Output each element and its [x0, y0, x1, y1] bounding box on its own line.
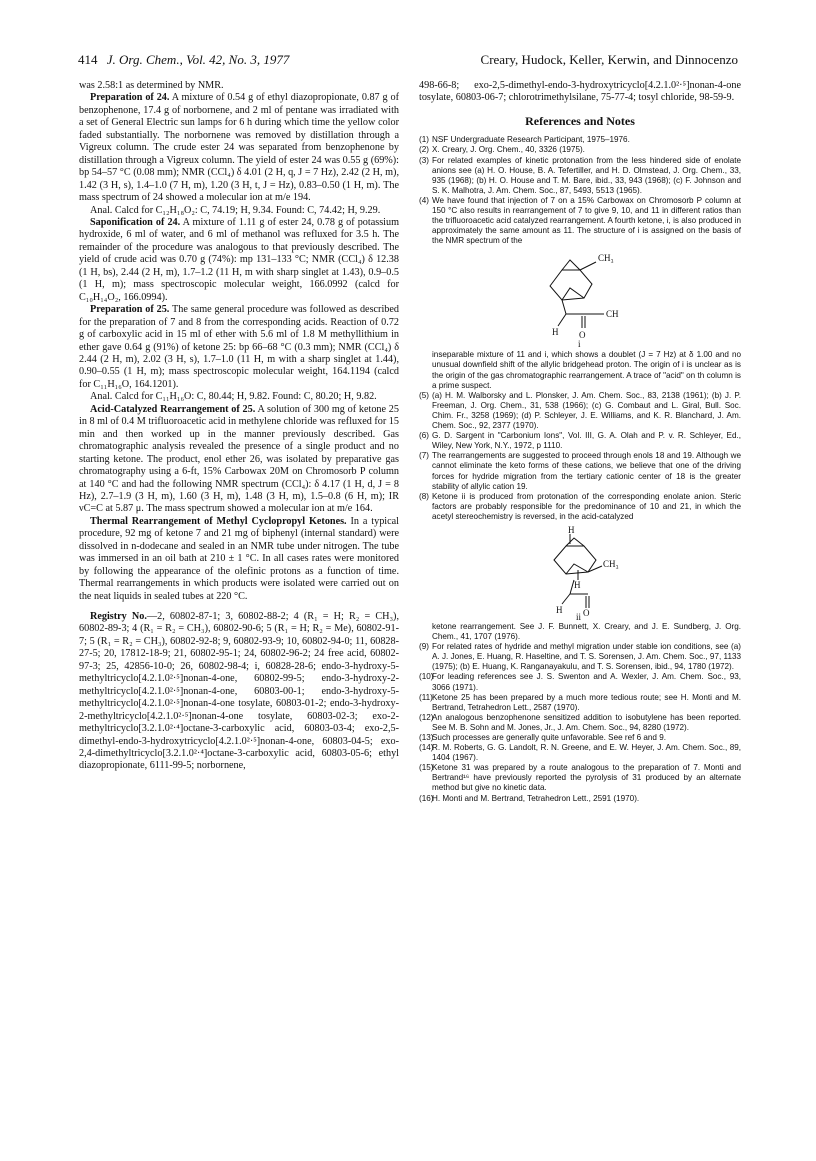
struct-label: i [578, 339, 581, 349]
paragraph: 498-66-8; exo-2,5-dimethyl-endo-3-hydroxytricyclo[4.2.1.0²·⁵]nonan-4-one tosylate, 60803-06-7; chlorotrimethylsilane, 75-77-4; tosyl chloride, 98-59-9. [419, 80, 741, 104]
note-text: X. Creary, J. Org. Chem., 40, 3326 (1975). [432, 145, 585, 155]
note-text: G. D. Sargent in "Carbonium Ions", Vol. III, G. A. Olah and P. v. R. Schleyer, Ed., Wiley, New York, N.Y., 1972, p 1110. [432, 431, 741, 451]
struct-label: CH₃ [598, 253, 614, 264]
note-number: (6) [419, 431, 429, 441]
struct-label: H [574, 579, 581, 590]
header-left [78, 52, 295, 68]
section-heading: Registry No. [90, 611, 147, 623]
note-item [419, 794, 741, 804]
paragraph-text: In a typical procedure, 92 mg of ketone 7 and 21 mg of biphenyl (internal standard) were dissolved in n-dodecane and sealed in an NMR tube under nitrogen. The tube was immersed in an oil bath at 210 ± 1 °C. In all cases rates were monitored by following the appearance of the olefinic protons as a function of time. Thermal rearrangements in which products were isolated were carried out on the neat liquids in sealed tubes at 220 °C. [79, 515, 399, 602]
note-number: (14) [419, 743, 434, 753]
note-item [419, 492, 741, 522]
left-column [79, 80, 399, 773]
note-number: (15) [419, 763, 434, 773]
right-column [419, 80, 741, 804]
note-item [419, 196, 741, 246]
paragraph: was 2.58:1 as determined by NMR. [79, 80, 224, 91]
paragraph [79, 404, 399, 516]
struct-label: H [556, 604, 563, 615]
page-number: 414 [78, 52, 98, 67]
note-item [419, 451, 741, 491]
note-number: (12) [419, 712, 434, 722]
note-item [419, 672, 741, 692]
note-number: (10) [419, 672, 434, 682]
paragraph-text: A solution of 300 mg of ketone 25 in 8 ml of 0.4 M trifluoroacetic acid in methylene chloride was refluxed for 15 min and then worked up in the manner previously described. Gas chromatographic analysis revealed the presence of a single product and no starting ketone. The product, enol ether 26, was isolated by preparative gas chromatography using a 6-ft, 15% Carbowax 20M on Chromosorb P column at 140 °C and had the following NMR spectrum (CCl₄): δ 4.17 (1 H, d, J = 8 Hz), 2.7–1.9 (3 H, m), 1.60 (3 H, m), 1.48 (3 H, m), 1.5–0.8 (6 H, m); IR νC=C at 5.87 μ. The mass spectrum showed a molecular ion at m/e 164. [79, 403, 399, 515]
struct-label: CH [606, 309, 619, 320]
note-text: Such processes are generally quite unfavorable. See ref 6 and 9. [432, 733, 666, 743]
section-heading: Preparation of 24. [90, 92, 170, 104]
note-item [419, 135, 741, 145]
note-item [419, 391, 741, 431]
paragraph [79, 304, 399, 391]
paragraph-text: A mixture of 0.54 g of ethyl diazopropionate, 0.87 g of benzophenone, 17.4 g of norbornene, and 2 ml of pentane was irradiated with a set of General Electric sun lamps for 6 h during which time the yellow color faded substantially. The norbornene was removed by distillation through a Vigreux column. The crude ester 24 was separated from benzophenone by distillation through a Vigreux column. The yield of ester 24 was 0.55 g (69%): bp 54–57 °C (0.08 mm); NMR (CCl₄) δ 4.01 (2 H, q, J = 7 Hz), 2.42 (2 H, m), 1.42 (3 H, s), 1.4–1.0 (7 H, m), 1.20 (3 H, t, J = Hz), 0.83–0.50 (1 H, m). The mass spectrum of 24 showed a molecular ion at m/e 194. [79, 92, 400, 204]
note-number: (13) [419, 733, 434, 743]
running-header [78, 52, 738, 68]
note-text: The rearrangements are suggested to proceed through enols 18 and 19. Although we cannot eliminate the keto forms of these cations, we believe that one of the driving forces for hydride migration from the tertiary cationic center of 18 is the greater stability of allylic cation 19. [432, 451, 741, 491]
notes-list [419, 135, 741, 246]
note-text: R. M. Roberts, G. G. Landolt, R. N. Greene, and E. W. Heyer, J. Am. Chem. Soc., 89, 1404 (1967). [432, 743, 741, 763]
note-number: (5) [419, 390, 429, 400]
section-heading: Preparation of 25. [90, 304, 170, 316]
paragraph [79, 217, 399, 304]
struct-label: CH₃ [603, 558, 619, 569]
references-heading: References and Notes [525, 113, 635, 128]
struct-label: H [552, 327, 559, 338]
note-text: H. Monti and M. Bertrand, Tetrahedron Lett., 2591 (1970). [432, 793, 640, 803]
note-number: (1) [419, 135, 429, 145]
note-number: (7) [419, 451, 429, 461]
note-item [419, 733, 741, 743]
author-list: Creary, Hudock, Keller, Kerwin, and Dinnocenzo [480, 52, 738, 67]
note-item [419, 763, 741, 793]
note-item [419, 743, 741, 763]
note-text: NSF Undergraduate Research Participant, 1975–1976. [432, 135, 630, 145]
section-heading: Acid-Catalyzed Rearrangement of 25. [90, 403, 256, 415]
note-text: Ketone ii is produced from protonation of the corresponding enolate anion. Steric factors are probably responsible for the predominance of 10 and 21, in which the acetyl stereochemistry is reversed, in the acid-catalyzed [432, 491, 741, 521]
note-item [419, 693, 741, 713]
note-item [419, 431, 741, 451]
paragraph-text: —2, 60802-87-1; 3, 60802-88-2; 4 (R₁ = H; R₂ = CH₃), 60802-89-3; 4 (R₁ = R₂ = CH₃), 60802-90-6; 5 (R₁ = H; R₂ = Me), 60802-91-7; 5 (R₁ = R₂ = CH₃), 60802-92-8; 9, 60802-93-9; 10, 60802-94-0; 11, 60828-27-5; 20, 17812-18-9; 21, 60802-95-1; 24, 60802-96-2; 24 free acid, 60802-97-3; 25, 42856-10-0; 26, 60802-98-4; i, 60828-28-6; endo-3-hydroxy-5-methyltricyclo[4.2.1.0²·⁵]nonan-4-one, 60802-99-5; endo-3-hydroxy-2-methyltricyclo[4.2.1.0²·⁵]nonan-4-one, 60803-00-1; endo-3-hydroxy-5-methyltricyclo[4.2.1.0²·⁵]nonan-4-one tosylate, 60803-01-2; endo-3-hydroxy-2-methyltricyclo[4.2.1.0²·⁵]nonan-4-one tosylate, 60803-02-3; exo-2-methyltricyclo[3.2.1.0²·⁴]octane-3-carboxylic acid, 60803-03-4; exo-2,5-dimethyl-endo-3-hydroxytricyclo[4.2.1.0²·⁵]nonan-4-one, 60803-04-5; exo-2,4-dimethyltricyclo[3.2.1.0²·⁴]octane-3-carboxylic acid, 60803-05-6; ethyl diazopropionate, 6111-99-5; norbornene, [79, 611, 400, 772]
journal-citation: J. Org. Chem., Vol. 42, No. 3, 1977 [106, 52, 290, 67]
paragraph [79, 516, 399, 603]
registry-paragraph [79, 611, 399, 773]
paragraph-text: A mixture of 1.11 g of ester 24, 0.78 g of potassium hydroxide, 6 ml of water, and 6 ml of methanol was refluxed for 3.5 h. The remainder of the procedure was analogous to that previously described. The yield of crude acid was 0.70 g (74%): mp 131–133 °C; NMR (CCl₄) δ 12.38 (1 H, bs), 2.44 (2 H, m), 1.7–1.2 (11 H, m with sharp singlet at 1.43), 0.9–0.5 (1 H, m); mass spectroscopic molecular weight, 166.0992 (calcd for C₁₀H₁₄O₂, 166.0994). [79, 216, 400, 303]
note-continuation: ketone rearrangement. See J. F. Bunnett, X. Creary, and J. E. Sundberg, J. Org. Chem., 41, 1707 (1976). [432, 621, 741, 642]
paragraph [79, 92, 399, 204]
struct-label: ii [576, 611, 582, 620]
notes-list [419, 642, 741, 804]
note-number: (11) [419, 692, 433, 702]
note-text: For leading references see J. S. Swenton and A. Wexler, J. Am. Chem. Soc., 93, 3066 (1971). [432, 672, 741, 692]
note-item [419, 156, 741, 196]
note-text: Ketone 25 has been prepared by a much more tedious route; see H. Monti and M. Bertrand, Tetrahedron Lett., 2587 (1970). [432, 692, 741, 712]
note-number: (4) [419, 195, 429, 205]
section-heading: Thermal Rearrangement of Methyl Cyclopropyl Ketones. [90, 515, 347, 527]
struct-label: H [568, 524, 575, 535]
paragraph: Anal. Calcd for C₁₁H₁₆O: C, 80.44; H, 9.82. Found: C, 80.20; H, 9.82. [90, 391, 377, 403]
note-text: (a) H. M. Walborsky and L. Plonsker, J. Am. Chem. Soc., 83, 2138 (1961); (b) J. P. Freeman, J. Org. Chem., 31, 538 (1966); (c) G. Combaut and L. Giral, Bull. Soc. Chim. Fr., 3258 (1969); (d) P. Schleyer, J. E. Williams, and K. R. Blanchard, J. Am. Chem. Soc., 92, 2377 (1970). [432, 390, 741, 431]
note-number: (3) [419, 155, 429, 165]
note-item [419, 642, 741, 672]
note-number: (16) [419, 793, 434, 803]
note-text: An analogous benzophenone sensitized addition to isobutylene has been reported. See M. B. Sohn and M. Jones, Jr., J. Am. Chem. Soc., 94, 8280 (1972). [432, 712, 741, 732]
struct-label: O [583, 607, 590, 618]
section-heading: Saponification of 24. [90, 216, 181, 228]
struct-label: O [579, 330, 586, 341]
note-number: (8) [419, 491, 429, 501]
note-text: We have found that injection of 7 on a 15% Carbowax on Chromosorb P column at 150 °C also results in rearrangement of 7 to give 9, 10, and 11 in different ratios than the trifluoroacetic acid catalyzed rearrangement. A fourth ketone, i, is also produced in approximately the same amount as 11. The structure of i is assigned on the basis of the NMR spectrum of the [432, 195, 741, 246]
structure-ii [510, 524, 650, 620]
paragraph-text: The same general procedure was followed as described for the preparation of 7 and 8 from the corresponding acids. Reaction of 0.72 g of carboxylic acid in 15 ml of ether with 5.6 ml of 1.8 M methyllithium in ether gave 0.64 g (91%) of ketone 25: bp 66–68 °C (0.3 mm); NMR (CCl₄) δ 2.44 (2 H, m), 2.02 (3 H, s), 1.7–1.0 (11 H, m with a sharp singlet at 1.44), 0.90–0.55 (1 H, m); mass spectroscopic molecular weight, 164.1194 (calcd for C₁₁H₁₆O, 164.1201). [79, 304, 399, 390]
note-text: For related examples of kinetic protonation from the less hindered side of enolate anions see (a) H. O. House, B. A. Tefertiller, and H. D. Olmstead, J. Org. Chem., 33, 935 (1968); (b) H. O. House and T. M. Bare, ibid., 33, 943 (1968); (c) F. Johnson and S. K. Malhotra, J. Am. Chem. Soc., 87, 5493, 5513 (1965). [432, 155, 741, 195]
structure-i [510, 248, 650, 348]
note-number: (2) [419, 145, 429, 155]
note-text: Ketone 31 was prepared by a route analogous to the preparation of 7. Monti and Bertrand¹⁶ have previously reported the pyrolysis of 31 produced by an alternate method but give no kinetic data. [432, 763, 741, 793]
note-item [419, 713, 741, 733]
notes-list [419, 391, 741, 522]
paragraph: Anal. Calcd for C₁₂H₁₈O₂: C, 74.19; H, 9.34. Found: C, 74.42; H, 9.29. [90, 204, 381, 216]
note-item [419, 145, 741, 155]
note-continuation: inseparable mixture of 11 and i, which shows a doublet (J = 7 Hz) at δ 1.00 and no unusual downfield shift of the allylic bridgehead proton. The origin of i is unclear as is the origin of the gas chromatographic rearrangement. A trace of "acid" on th column is a prime suspect. [432, 350, 741, 390]
note-text: For related rates of hydride and methyl migration under stable ion conditions, see (a) A. J. Jones, E. Huang, R. Haseltine, and T. S. Sorensen, J. Am. Chem. Soc., 97, 1133 (1975); (b) E. Huang, K. Ranganayakulu, and T. S. Sorensen, ibid., 94, 1780 (1972). [432, 642, 741, 672]
note-number: (9) [419, 642, 429, 652]
